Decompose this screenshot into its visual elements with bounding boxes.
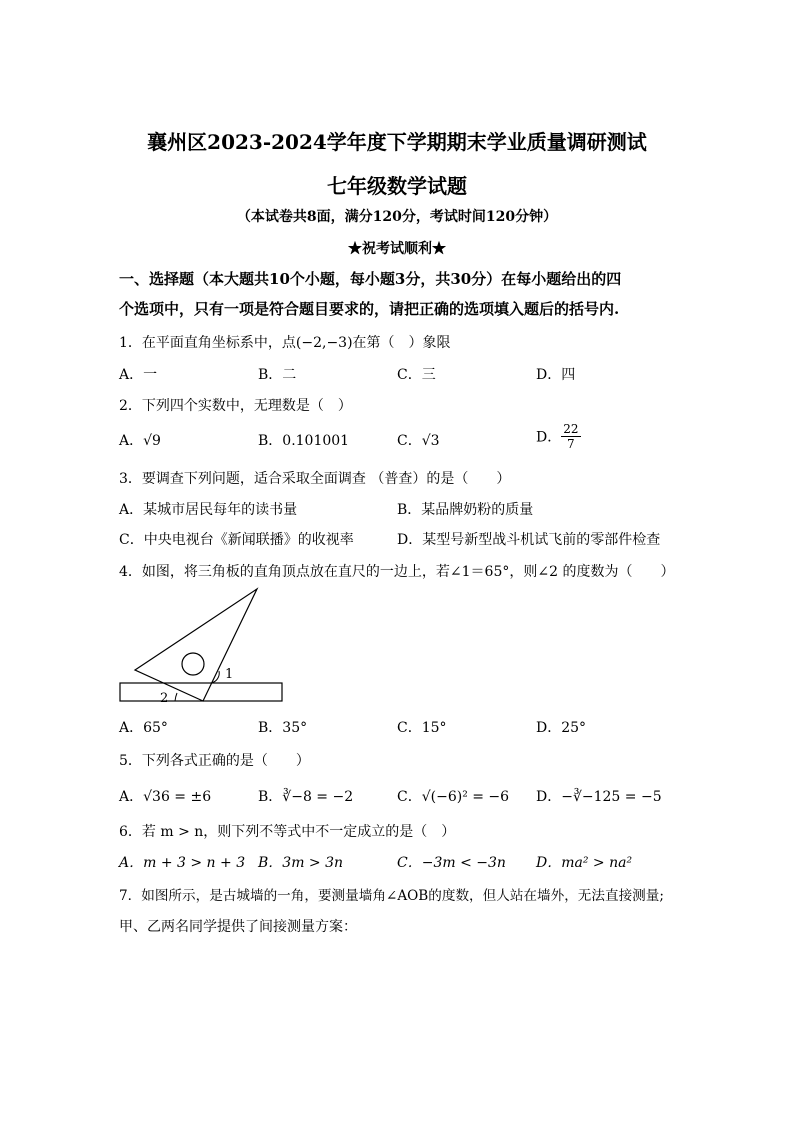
question-4-option-b: B．35° — [258, 720, 308, 736]
exam-note: （本试卷共8面，满分120分，考试时间120分钟） — [236, 209, 558, 225]
exam-title: 襄州区2023-2024学年度下学期期末学业质量调研测试 — [147, 130, 647, 154]
question-4-option-a: A．65° — [119, 720, 168, 736]
question-2-option-a: A．√9 — [119, 433, 161, 449]
question-2-option-c: C．√3 — [397, 433, 440, 449]
question-3-option-b: B．某品牌奶粉的质量 — [397, 502, 534, 518]
triangle-ruler-figure — [115, 585, 290, 710]
angle-2-arc — [175, 693, 177, 701]
question-1-stem: 1．在平面直角坐标系中，点(−2,−3)在第（ ）象限 — [119, 335, 451, 351]
section-heading-line1: 一、选择题（本大题共10个小题，每小题3分，共30分）在每小题给出的四 — [119, 270, 622, 288]
question-2-option-b: B．0.101001 — [258, 433, 350, 449]
question-4-option-d: D．25° — [536, 720, 587, 736]
question-3-option-d: D．某型号新型战斗机试飞前的零部件检查 — [397, 532, 661, 548]
question-5-option-a: A．√36 = ±6 — [119, 789, 212, 805]
question-4-stem: 4．如图，将三角板的直角顶点放在直尺的一边上，若∠1＝65°，则∠2 的度数为（ ） — [119, 564, 675, 580]
set-square — [135, 589, 257, 701]
question-3-option-c: C．中央电视台《新闻联播》的收视率 — [119, 532, 354, 548]
question-7-stem: 7．如图所示，是古城墙的一角，要测量墙角∠AOB的度数，但人站在墙外，无法直接测量; — [119, 888, 664, 904]
question-2-option-d-label: D． — [536, 429, 562, 446]
exam-wish: ★祝考试顺利★ — [348, 241, 446, 257]
question-2-option-d — [536, 422, 581, 451]
question-5-option-d: D．−∛−125 = −5 — [536, 789, 662, 805]
question-5-option-b: B．∛−8 = −2 — [258, 789, 354, 805]
question-6-stem: 6．若 m > n，则下列不等式中不一定成立的是（ ） — [119, 824, 456, 840]
section-heading-line2: 个选项中，只有一项是符合题目要求的，请把正确的选项填入题后的括号内. — [119, 300, 620, 318]
angle-1-label: 1 — [225, 667, 234, 682]
fraction-22-7 — [561, 422, 580, 451]
question-6-option-a: A．m + 3 > n + 3 — [119, 855, 246, 871]
question-7-stem-continued: 甲、乙两名同学提供了间接测量方案： — [119, 919, 357, 935]
question-3-option-a: A．某城市居民每年的读书量 — [119, 502, 298, 518]
question-3-stem: 3．要调查下列问题，适合采取全面调查 （普查）的是（ ） — [119, 471, 511, 487]
angle-2-label: 2 — [160, 691, 169, 706]
question-1-option-d: D．四 — [536, 367, 576, 383]
question-6-option-c: C．−3m < −3n — [397, 855, 506, 871]
set-square-hole — [182, 653, 204, 675]
fraction-numerator: 22 — [563, 422, 579, 436]
question-1-option-a: A．一 — [119, 367, 158, 383]
question-2-stem: 2．下列四个实数中，无理数是（ ） — [119, 398, 352, 414]
question-6-option-d: D．ma² > na² — [536, 855, 633, 871]
ruler — [120, 683, 282, 701]
question-5-stem: 5．下列各式正确的是（ ） — [119, 753, 310, 769]
question-4-option-c: C．15° — [397, 720, 447, 736]
question-1-option-b: B．二 — [258, 367, 297, 383]
exam-subtitle: 七年级数学试题 — [327, 174, 467, 198]
question-5-option-c: C．√(−6)² = −6 — [397, 789, 510, 805]
question-1-option-c: C．三 — [397, 367, 436, 383]
fraction-denominator: 7 — [567, 437, 575, 451]
question-6-option-b: B．3m > 3n — [258, 855, 344, 871]
